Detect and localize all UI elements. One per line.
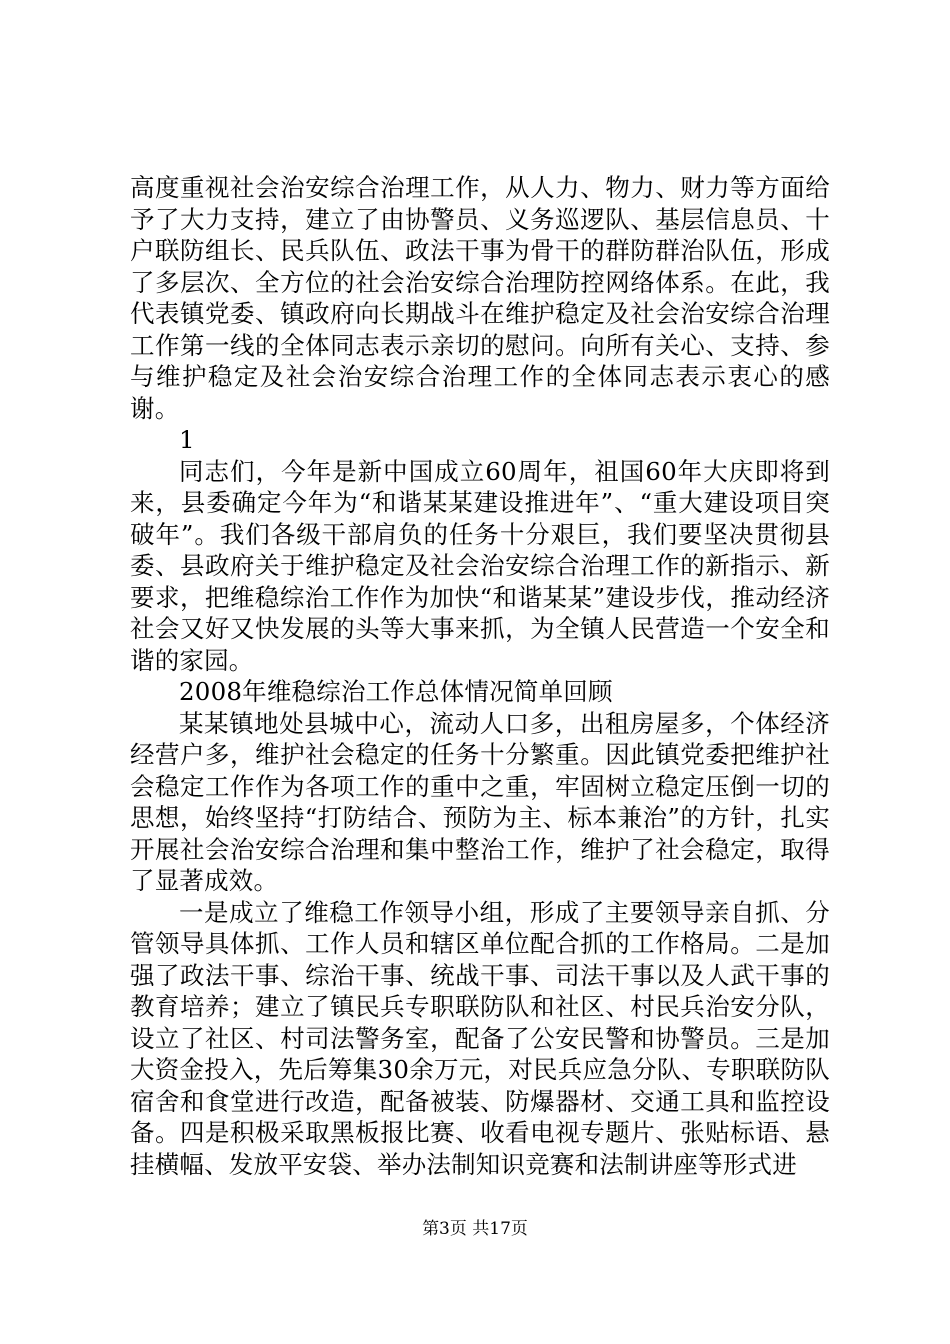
paragraph: 某某镇地处县城中心，流动人口多，出租房屋多，个体经济经营户多，维护社会稳定的任务十分繁重。因此镇党委把维护社会稳定工作作为各项工作的重中之重，牢固树立稳定压倒一切的思想，始终坚持“打防结合、预防为主、标本兼治”的方针，扎实开展社会治安综合治理和集中整治工作，维护了社会稳定，取得了显著成效。 — [130, 708, 830, 895]
document-body — [130, 172, 830, 1180]
paragraph: 高度重视社会治安综合治理工作，从人力、物力、财力等方面给予了大力支持，建立了由协警员、义务巡逻队、基层信息员、十户联防组长、民兵队伍、政法干事为骨干的群防群治队伍，形成了多层次、全方位的社会治安综合治理防控网络体系。在此，我代表镇党委、镇政府向长期战斗在维护稳定及社会治安综合治理工作第一线的全体同志表示亲切的慰问。向所有关心、支持、参与维护稳定及社会治安综合治理工作的全体同志表示衷心的感谢。 — [130, 173, 830, 423]
paragraph: 同志们，今年是新中国成立60周年，祖国60年大庆即将到来，县委确定今年为“和谐某某建设推进年”、“重大建设项目突破年”。我们各级干部肩负的任务十分艰巨，我们要坚决贯彻县委、县政府关于维护稳定及社会治安综合治理工作的新指示、新要求，把维稳综治工作作为加快“和谐某某”建设步伐，推动经济社会又好又快发展的头等大事来抓，为全镇人民营造一个安全和谐的家园。 — [130, 456, 830, 675]
page-footer: 第3页 共17页 — [422, 1219, 528, 1239]
page-number-marker: 1 — [179, 425, 195, 454]
section-heading: 2008年维稳综治工作总体情况简单回顾 — [179, 677, 613, 706]
paragraph: 一是成立了维稳工作领导小组，形成了主要领导亲自抓、分管领导具体抓、工作人员和辖区单位配合抓的工作格局。二是加强了政法干事、综治干事、统战干事、司法干事以及人武干事的教育培养；建立了镇民兵专职联防队和社区、村民兵治安分队，设立了社区、村司法警务室，配备了公安民警和协警员。三是加大资金投入，先后筹集30余万元，对民兵应急分队、专职联防队宿舍和食堂进行改造，配备被装、防爆器材、交通工具和监控设备。四是积极采取黑板报比赛、收看电视专题片、张贴标语、悬挂横幅、发放平安袋、举办法制知识竞赛和法制讲座等形式进 — [130, 897, 830, 1179]
